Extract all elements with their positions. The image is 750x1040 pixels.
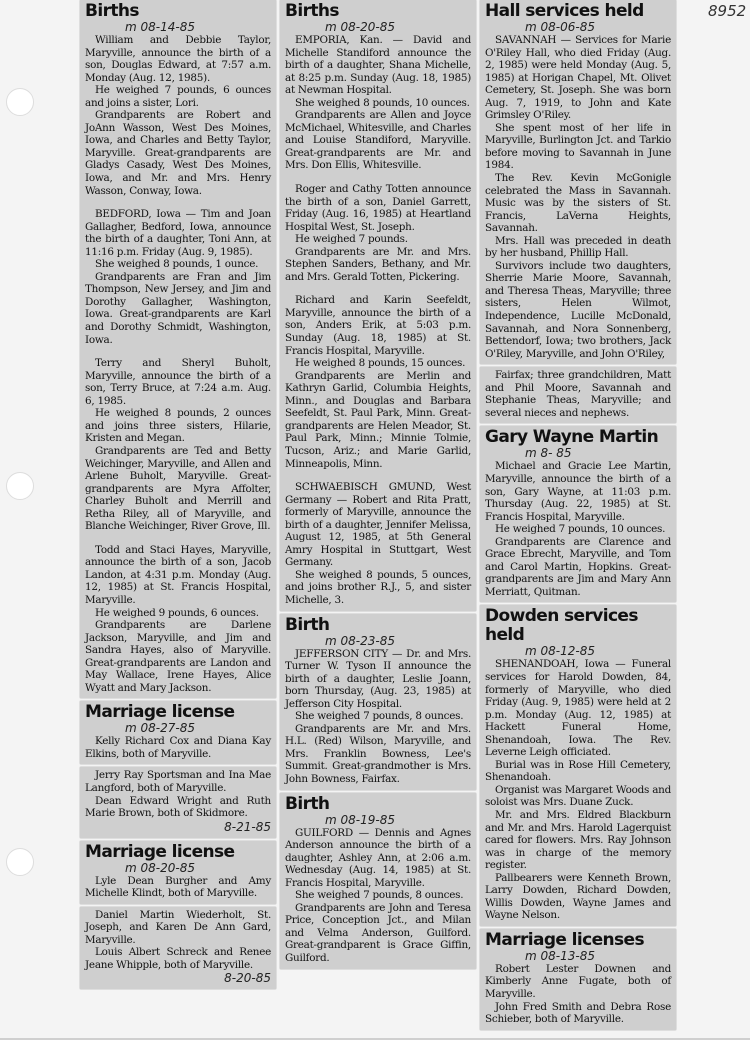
clipping-heading: Births	[85, 1, 139, 21]
handwritten-date-note: m 08-20-85	[325, 20, 395, 34]
clipping-paragraph: Dean Edward Wright and Ruth Marie Brown, both of Skidmore.	[85, 794, 271, 820]
clipping-paragraph: Grandparents are Fran and Jim Thompson, New Jersey, and Jim and Dorothy Gallagher, Washington, Iowa. Great-grandparents are Karl and Dorothy Schmidt, Washington, Iowa.	[85, 270, 271, 346]
column-middle	[280, 0, 476, 969]
clipping-paragraph: She weighed 7 pounds, 8 ounces.	[295, 889, 464, 902]
clipping-heading: Hall services held	[485, 1, 644, 21]
handwritten-date-note: m 08-14-85	[125, 20, 195, 34]
clipping-paragraph: She weighed 7 pounds, 8 ounces.	[295, 710, 464, 723]
clipping-paragraph: Daniel Martin Wiederholt, St. Joseph, and Karen De Ann Gard, Maryville.	[85, 908, 271, 946]
clipping-paragraph: She weighed 8 pounds, 5 ounces, and joins brother R.J., 5, and sister Michelle, 3.	[285, 568, 471, 606]
clipping-paragraph: Fairfax; three grandchildren, Matt and Phil Moore, Savannah and Stephanie Theas, Maryville; and several nieces and nephews.	[485, 369, 671, 419]
clipping-heading: Marriage license	[85, 702, 235, 723]
clipping-hall-services	[480, 0, 676, 364]
clipping-paragraph: Michael and Gracie Lee Martin, Maryville, announce the birth of a son, Gary Wayne, at 11:03 p.m. Thursday (Aug. 22, 1985) at St. Francis Hospital, Maryville.	[485, 460, 671, 523]
clipping-paragraph: He weighed 7 pounds.	[295, 233, 408, 246]
handwritten-date-note: m 8- 85	[525, 446, 572, 461]
clipping-paragraph: Terry and Sheryl Buholt, Maryville, announce the birth of a son, Terry Bruce, at 7:24 a.m. Aug. 6, 1985.	[85, 357, 271, 407]
clipping-paragraph: Roger and Cathy Totten announce the birth of a son, Daniel Garrett, Friday (Aug. 16, 1985) at Heartland Hospital West, St. Joseph.	[285, 183, 471, 233]
clipping-paragraph: Robert Lester Downen and Kimberly Anne Fugate, both of Maryville.	[485, 962, 671, 1000]
handwritten-date-note: m 08-19-85	[325, 812, 395, 827]
clipping-paragraph: She weighed 8 pounds, 1 ounce.	[95, 258, 259, 271]
handwritten-date-note: m 08-20-85	[125, 860, 195, 875]
clipping-paragraph: She weighed 8 pounds, 10 ounces.	[295, 96, 470, 109]
clipping-paragraph: Grandparents are Clarence and Grace Ebrecht, Maryville, and Tom and Carol Martin, Hopkins. Great-grandparents are Jim and Mary Ann Merriatt, Quitman.	[485, 535, 671, 598]
clipping-births-taylor	[80, 0, 276, 698]
clipping-paragraph: Grandparents are Mr. and Mrs. Stephen Sanders, Bethany, and Mr. and Mrs. Gerald Totten, Pickering.	[285, 245, 471, 283]
clipping-paragraph: SHENANDOAH, Iowa — Funeral services for Harold Dowden, 84, formerly of Maryville, who died Friday (Aug. 9, 1985) were held at 2 p.m. Monday (Aug. 12, 1985) at Hackett Funeral Home, Shenandoah, Iowa. The Rev. Leverne Leigh officiated.	[485, 658, 671, 759]
clipping-paragraph: He weighed 8 pounds, 15 ounces.	[295, 357, 466, 370]
clipping-heading: Births	[285, 1, 339, 21]
clipping-marriage-license-1	[80, 701, 276, 764]
clipping-heading: Marriage licenses	[485, 929, 645, 950]
clipping-paragraph: Grandparents are Allen and Joyce McMichael, Whitesville, and Charles and Louise Standiford, Maryville. Great-grandparents are Mr. and Mrs. Don Ellis, Whitesville.	[285, 109, 471, 172]
clipping-paragraph: He weighed 7 pounds, 10 ounces.	[495, 523, 666, 536]
handwritten-date-note: m 08-12-85	[525, 644, 595, 659]
clipping-paragraph: Richard and Karin Seefeldt, Maryville, announce the birth of a son, Anders Erik, at 5:03 p.m. Sunday (Aug. 18, 1985) at St. Francis Hospital, Maryville.	[285, 294, 471, 357]
clipping-paragraph: John Fred Smith and Debra Rose Schieber, both of Maryville.	[485, 1000, 671, 1026]
clipping-births-standiford	[280, 0, 476, 611]
clipping-paragraph: Mrs. Hall was preceded in death by her husband, Phillip Hall.	[485, 234, 671, 260]
handwritten-date-note: 8-20-85	[224, 971, 271, 986]
clipping-birth-anderson	[280, 793, 476, 969]
clipping-heading: Gary Wayne Martin	[485, 427, 659, 448]
clipping-paragraph: The Rev. Kevin McGonigle celebrated the Mass in Savannah. Music was by the sisters of St. Francis, LaVerna Heights, Savannah.	[485, 172, 671, 235]
clipping-paragraph: Pallbearers were Kenneth Brown, Larry Dowden, Richard Dowden, Willis Dowden, Wayne James and Wayne Nelson.	[485, 871, 671, 922]
clipping-paragraph: Todd and Staci Hayes, Maryville, announce the birth of a son, Jacob Landon, at 4:31 p.m. Monday (Aug. 12, 1985) at St. Francis Hospital, Maryville.	[85, 543, 271, 606]
clipping-paragraph: Grandparents are Mr. and Mrs. H.L. (Red) Wilson, Maryville, and Mrs. Franklin Bowness, Lee's Summit. Great-grandmother is Mrs. John Bowness, Fairfax.	[285, 722, 471, 785]
clipping-dowden-services	[480, 605, 676, 925]
clipping-marriage-licenses	[480, 929, 676, 1030]
handwritten-date-note: m 08-13-85	[525, 948, 595, 963]
clipping-paragraph: Grandparents are Darlene Jackson, Maryville, and Jim and Sandra Hayes, also of Maryville. Great-grandparents are Landon and May Wallace, Irene Hayes, Alice Wyatt and Mary Jackson.	[85, 619, 271, 694]
clipping-gary-wayne-martin	[480, 426, 676, 602]
clipping-heading: Dowden services held	[485, 606, 638, 646]
clipping-birth-tyson	[280, 614, 476, 790]
handwritten-date-note: m 08-27-85	[125, 721, 195, 736]
clipping-paragraph: William and Debbie Taylor, Maryville, announce the birth of a son, Douglas Edward, at 7:57 a.m. Monday (Aug. 12, 1985).	[85, 34, 271, 84]
clipping-paragraph: He weighed 7 pounds, 6 ounces and joins a sister, Lori.	[85, 84, 271, 109]
clipping-paragraph: He weighed 9 pounds, 6 ounces.	[95, 606, 259, 619]
clipping-marriage-license-1b	[80, 767, 276, 837]
clipping-paragraph: Burial was in Rose Hill Cemetery, Shenandoah.	[485, 758, 671, 784]
clipping-paragraph: JEFFERSON CITY — Dr. and Mrs. Turner W. Tyson II announce the birth of a daughter, Leslie Joann, born Thursday, (Aug. 23, 1985) at Jefferson City Hospital.	[285, 647, 471, 710]
clipping-paragraph: Jerry Ray Sportsman and Ina Mae Langford, both of Maryville.	[85, 769, 271, 794]
clipping-paragraph: Organist was Margaret Woods and soloist was Mrs. Duane Zuck.	[485, 783, 671, 809]
handwritten-date-note: m 08-23-85	[325, 633, 395, 648]
clipping-paragraph: Mr. and Mrs. Eldred Blackburn and Mr. and Mrs. Harold Lagerquist cared for flowers. Mrs. Ray Johnson was in charge of the memory register.	[485, 808, 671, 872]
clipping-paragraph: She spent most of her life in Maryville, Burlington Jct. and Tarkio before moving to Savannah in June 1984.	[485, 121, 671, 172]
clipping-heading: Marriage license	[85, 841, 235, 862]
clipping-marriage-license-2	[80, 841, 276, 904]
clipping-paragraph: Lyle Dean Burgher and Amy Michelle Klindt, both of Maryville.	[85, 874, 271, 900]
clipping-paragraph: Survivors include two daughters, Sherrie Marie Moore, Savannah, and Theresa Theas, Maryville; three sisters, Helen Wilmot, Independence, Lucille McDonald, Savannah, and Nora Sonnenberg, Bettendorf, Iowa; two brothers, Jack O'Riley, Maryville, and John O'Riley,	[485, 259, 671, 360]
clipping-paragraph: Louis Albert Schreck and Renee Jeane Whipple, both of Maryville.	[85, 946, 271, 971]
clipping-paragraph: GUILFORD — Dennis and Agnes Anderson announce the birth of a daughter, Ashley Ann, at 2:06 a.m. Wednesday (Aug. 14, 1985) at St. Francis Hospital, Maryville.	[285, 826, 471, 889]
column-right	[480, 0, 676, 1030]
clipping-paragraph: Grandparents are Merlin and Kathryn Garlid, Columbia Heights, Minn., and Douglas and Barbara Seefeldt, St. Paul Park, Minn. Great-grandparents are Helen Meador, St. Paul Park, Minn.; Minnie Tolmie, Tucson, Ariz.; and Marie Garlid, Minneapolis, Minn.	[285, 369, 471, 470]
clipping-paragraph: Grandparents are John and Teresa Price, Conception Jct., and Milan and Velma Anderson, Guilford. Great-grandparent is Grace Giffin, Guilford.	[285, 901, 471, 964]
clipping-paragraph: Grandparents are Robert and JoAnn Wasson, West Des Moines, Iowa, and Charles and Betty Taylor, Maryville. Great-grandparents are Gladys Casady, West Des Moines, Iowa, and Mr. and Mrs. Henry Wasson, Conway, Iowa.	[85, 109, 271, 197]
clipping-paragraph: SCHWAEBISCH GMUND, West Germany — Robert and Rita Pratt, formerly of Maryville, announce the birth of a daughter, Jennifer Melissa, August 12, 1985, at 5th General Amry Hospital in Stuttgart, West Germany.	[285, 481, 471, 569]
clipping-paragraph: Kelly Richard Cox and Diana Kay Elkins, both of Maryville.	[85, 735, 271, 760]
clipping-paragraph: He weighed 8 pounds, 2 ounces and joins three sisters, Hilarie, Kristen and Megan.	[85, 407, 271, 445]
clipping-hall-services-cont	[480, 367, 676, 423]
handwritten-date-note: 8-21-85	[224, 819, 271, 834]
handwritten-date-note: m 08-06-85	[525, 20, 595, 34]
column-left	[80, 0, 276, 989]
clipping-marriage-license-2b	[80, 907, 276, 990]
clipping-paragraph: EMPORIA, Kan. — David and Michelle Standiford announce the birth of a daughter, Shana Michelle, at 8:25 p.m. Sunday (Aug. 18, 1985) at Newman Hospital.	[285, 34, 471, 97]
clipping-paragraph: BEDFORD, Iowa — Tim and Joan Gallagher, Bedford, Iowa, announce the birth of a daughter, Toni Ann, at 11:16 p.m. Friday (Aug. 9, 1985).	[85, 208, 271, 258]
clipping-paragraph: Grandparents are Ted and Betty Weichinger, Maryville, and Allen and Arlene Buholt, Maryville. Great-grandparents are Myra Affolter, Charley Buholt and Merrill and Retha Riley, all of Maryville, and Blanche Weichinger, River Grove, Ill.	[85, 444, 271, 533]
clipping-heading: Birth	[285, 793, 330, 814]
page-number: 8952	[708, 2, 747, 20]
clipping-paragraph: SAVANNAH — Services for Marie O'Riley Hall, who died Friday (Aug. 2, 1985) were held Monday (Aug. 5, 1985) at Horigan Chapel, Mt. Olivet Cemetery, St. Joseph. She was born Aug. 7, 1919, to John and Kate Grimsley O'Riley.	[485, 34, 671, 122]
clipping-heading: Birth	[285, 614, 330, 635]
